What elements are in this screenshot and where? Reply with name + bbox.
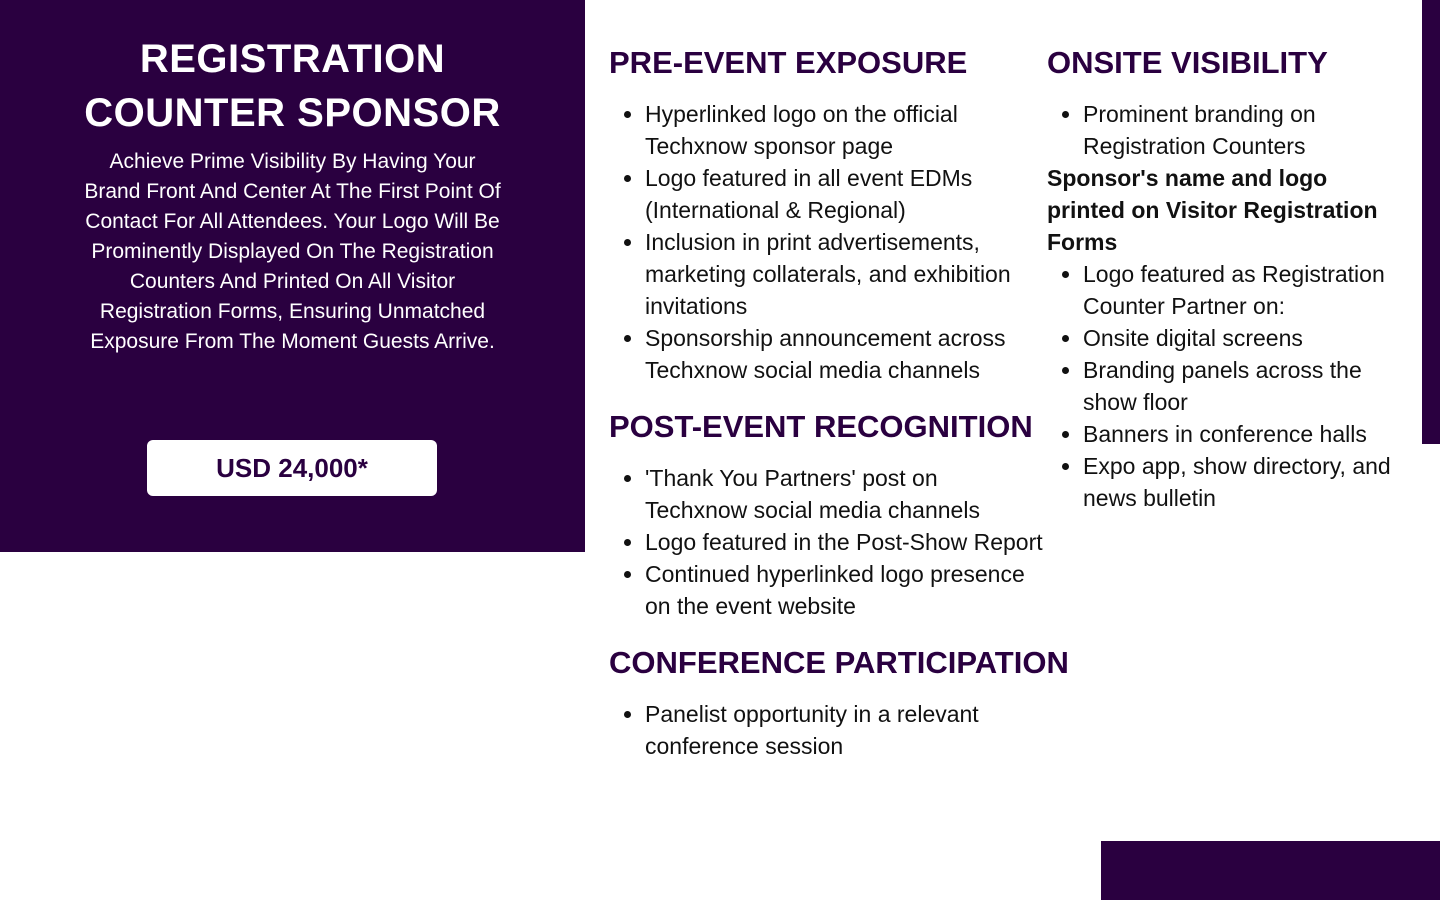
- list-item: • 'Thank You Partners' post on Techxnow social media channels: [645, 462, 1045, 526]
- onsite-list-b: [1047, 258, 1403, 514]
- list-item: • Panelist opportunity in a relevant conference session: [645, 698, 1045, 762]
- conference-list: [609, 698, 1045, 762]
- benefits-column-right: [1047, 40, 1417, 532]
- list-item: • Logo featured in the Post-Show Report: [645, 526, 1045, 558]
- list-item: • Banners in conference halls: [1083, 418, 1403, 450]
- post-event-title: POST-EVENT RECOGNITION: [609, 409, 1033, 444]
- list-item: • Prominent branding on Registration Counters: [1083, 98, 1403, 162]
- hero-panel: [0, 0, 585, 552]
- decorative-bar-bottom: [1101, 841, 1440, 900]
- list-item: • Logo featured in all event EDMs (International & Regional): [645, 162, 1045, 226]
- price-button[interactable]: USD 24,000*: [147, 440, 437, 496]
- pre-event-title: PRE-EVENT EXPOSURE: [609, 45, 968, 80]
- onsite-highlight: Sponsor's name and logo printed on Visitor Registration Forms: [1047, 165, 1378, 255]
- hero-description: Achieve Prime Visibility By Having Your Brand Front And Center At The First Point Of Contact For All Attendees. Your Logo Will Be Prominently Displayed On The Registration Counters And Printed On All Visitor Registration Forms, Ensuring Unmatched Exposure From The Moment Guests Arrive.: [84, 150, 501, 353]
- hero-title: REGISTRATION COUNTER SPONSOR: [84, 37, 501, 135]
- pre-event-list: [609, 98, 1045, 386]
- list-item: • Logo featured as Registration Counter Partner on:: [1083, 258, 1403, 322]
- conference-title: CONFERENCE PARTICIPATION: [609, 645, 1069, 680]
- post-event-section: [609, 404, 1089, 622]
- onsite-section: [1047, 40, 1417, 514]
- list-item: • Branding panels across the show floor: [1083, 354, 1403, 418]
- list-item: • Expo app, show directory, and news bulletin: [1083, 450, 1403, 514]
- onsite-list-a: [1047, 98, 1403, 162]
- list-item: • Onsite digital screens: [1083, 322, 1403, 354]
- benefits-column-left: [609, 40, 1089, 780]
- onsite-title: ONSITE VISIBILITY: [1047, 45, 1328, 80]
- post-event-list: [609, 462, 1045, 622]
- list-item: • Sponsorship announcement across Techxnow social media channels: [645, 322, 1045, 386]
- conference-section: [609, 640, 1089, 762]
- list-item: • Hyperlinked logo on the official Techxnow sponsor page: [645, 98, 1045, 162]
- list-item: • Continued hyperlinked logo presence on the event website: [645, 558, 1045, 622]
- decorative-bar-right: [1422, 0, 1440, 444]
- pre-event-section: [609, 40, 1089, 386]
- list-item: • Inclusion in print advertisements, marketing collaterals, and exhibition invitations: [645, 226, 1045, 322]
